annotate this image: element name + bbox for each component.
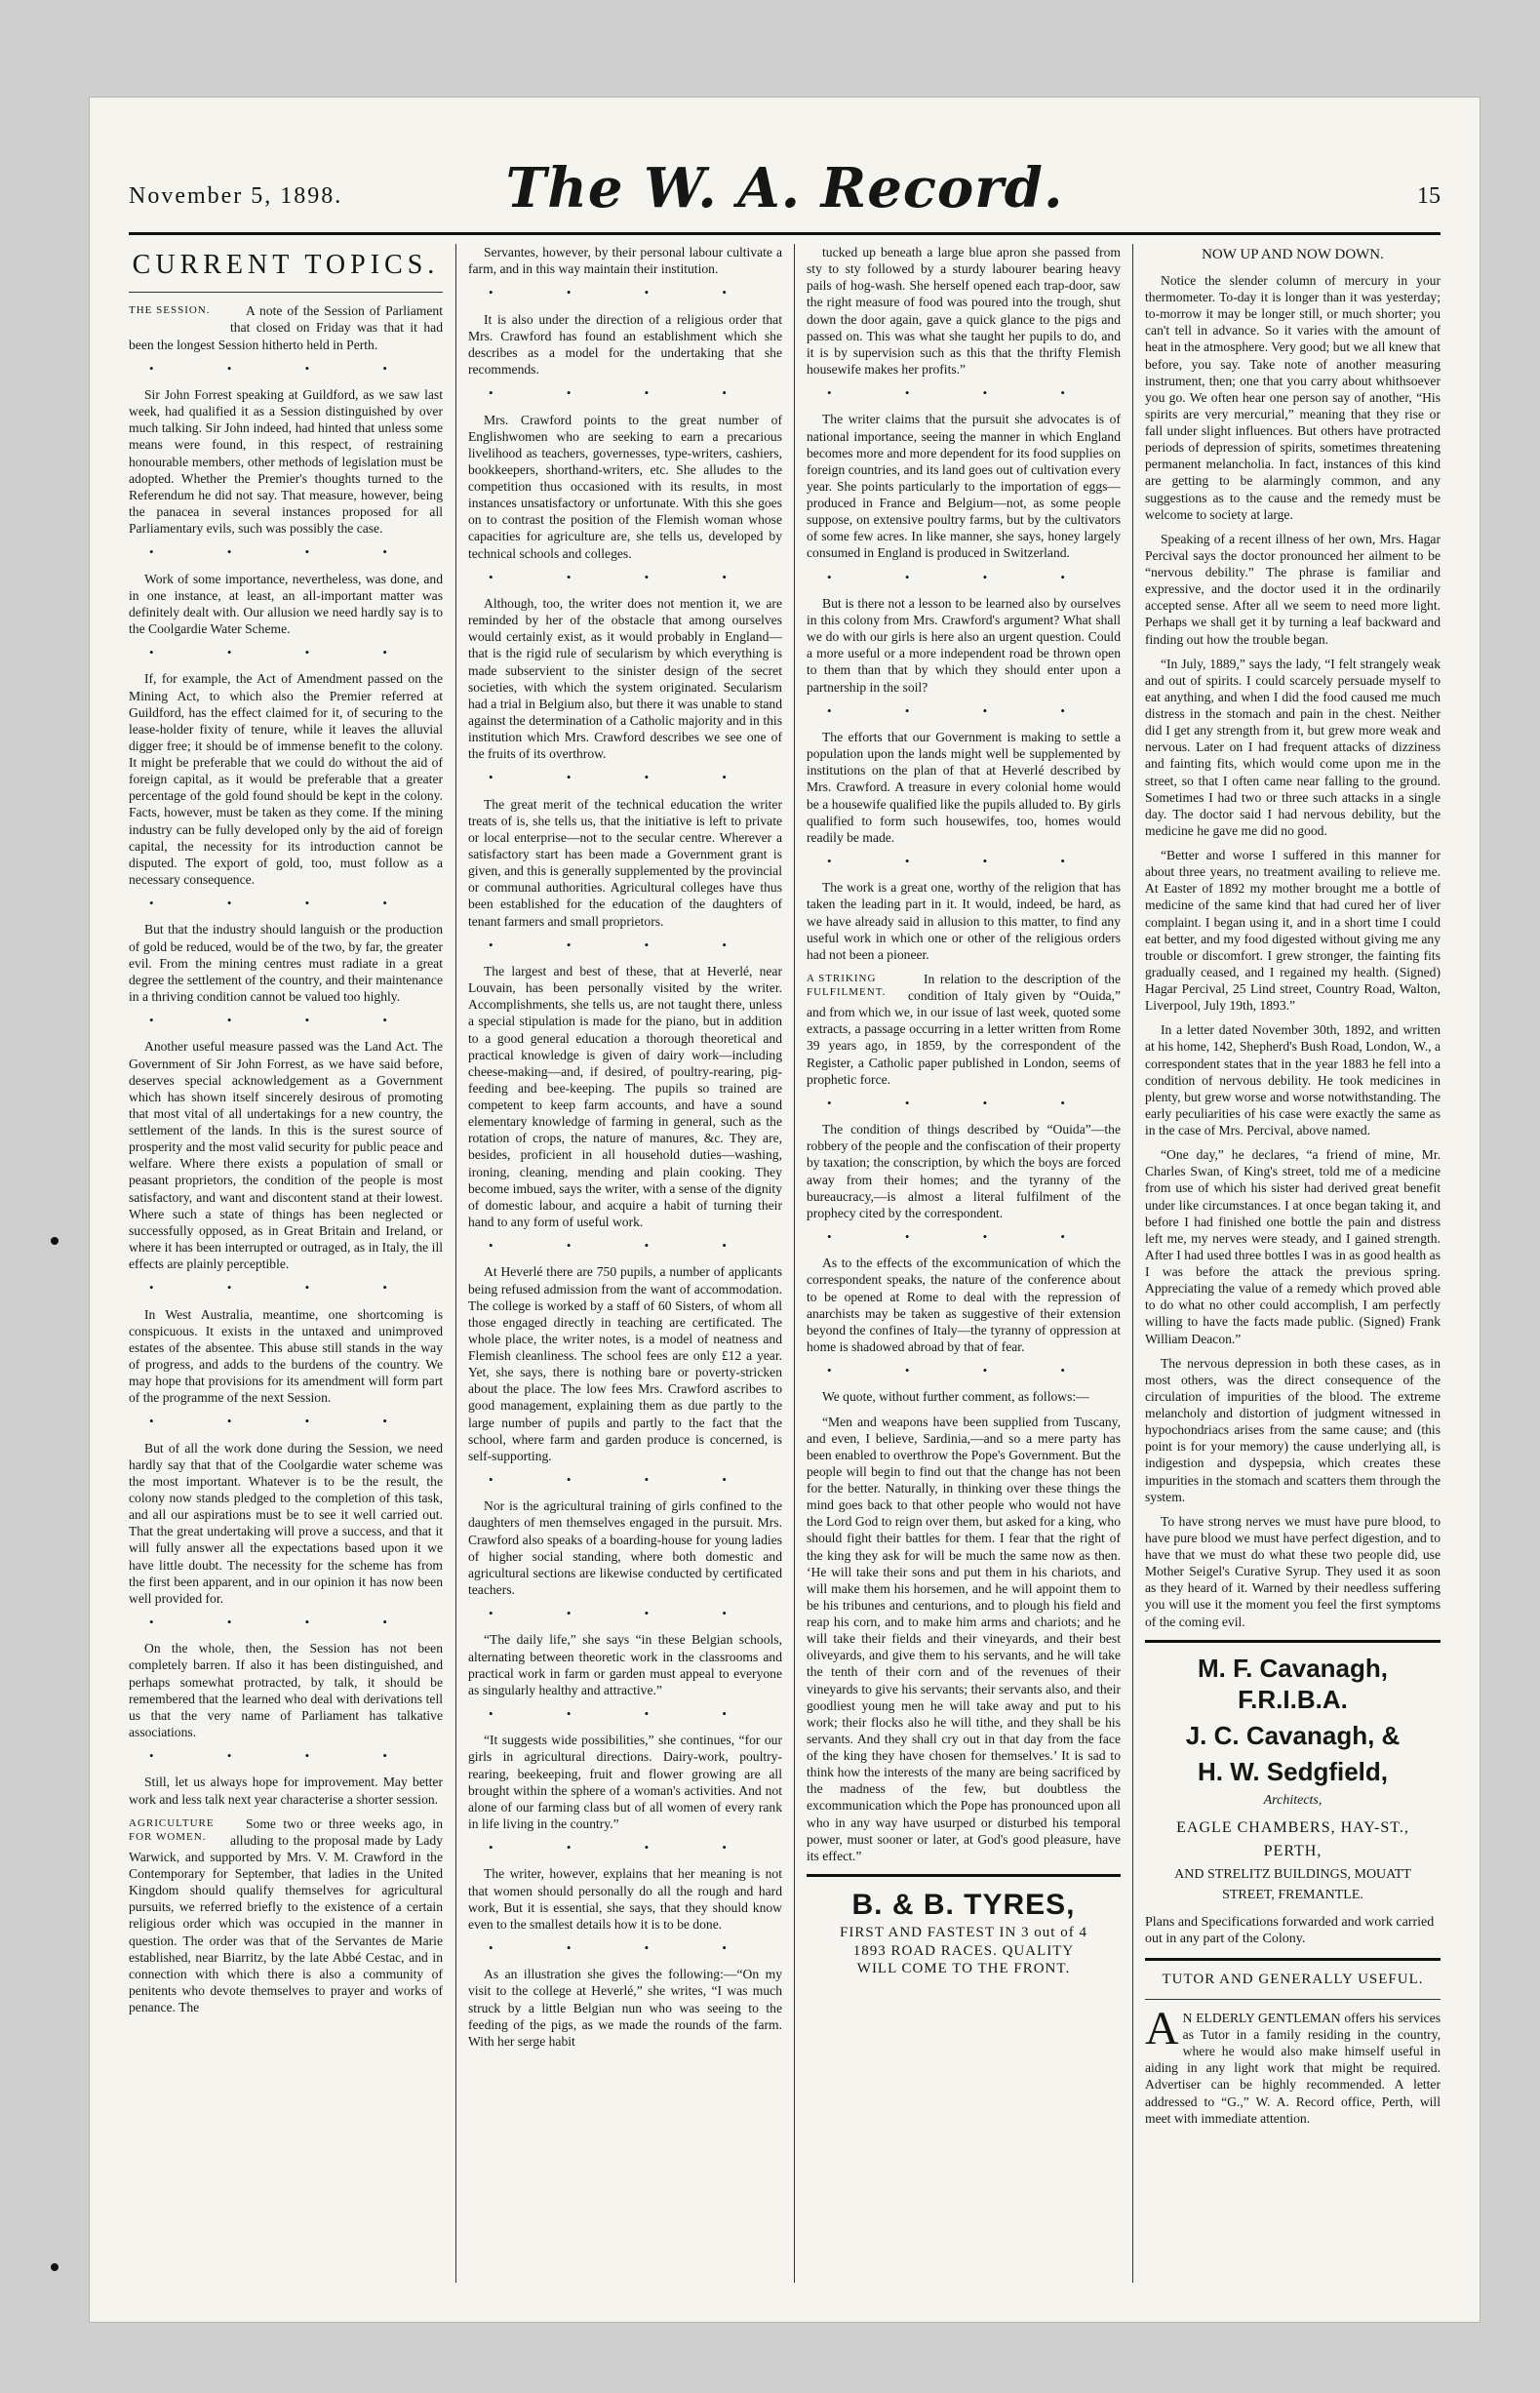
article-title: NOW UP AND NOW DOWN.: [1202, 247, 1384, 262]
paragraph: We quote, without further comment, as follows:—: [822, 1389, 1089, 1405]
paragraph: “One day,” he declares, “a friend of mine, Mr. Charles Swan, of King's street, told me of a medicine from use of which his sister had derived great benefit under like circumstances. I at once began taking it, and before I had finished one bottle the pain and distress left me, my nerves were steady, and I gained strength. After I had used three bottles I was in as good health as I was before the attack the previous spring. Appreciating the value of a remedy which proved able to do what no other could accomplish, I am perfectly willing to have the facts made public. (Signed) Frank William Deacon.”: [1145, 1147, 1441, 1346]
separator: • • • •: [149, 645, 422, 660]
paragraph: The nervous depression in both these cases, as in most others, was the direct consequence of the circulation of impurities of the blood. The extreme melancholy and distortion of judgment witnessed in hypochondriacs arises from the same cause; and (this point is for your memory) the cause underlying all, is indigestion and dyspepsia, which creates these impurities in the stomach and scatters them through the system.: [1145, 1355, 1441, 1504]
masthead-title: The W. A. Record.: [505, 156, 1064, 220]
ad-rule: [1145, 1958, 1441, 1961]
paragraph: Mrs. Crawford points to the great number of Englishwomen who are seeking to earn a precarious livelihood as teachers, governesses, type-writers, cashiers, bookkeepers, shorthand-writers, etc. She alludes to the competition thus occasioned with its results, in most instances unsatisfactory or unfortunate. With this she goes on to contrast the position of the Flemish woman whose capacities for agriculture are, she tells us, developed by technical schools and colleges.: [468, 412, 782, 561]
architects-advertisement: [1145, 1653, 1441, 1948]
tyres-line: 1893 ROAD RACES. QUALITY: [852, 1942, 1075, 1959]
paragraph: Although, too, the writer does not mention it, we are reminded by her of the obstacle that among ourselves would certainly exist, as it would probably in England—that is the rigid rule of secularism by which everything is made subservient to the sinister design of the secret societies, with which the system originated. Secularism had a trial in Belgium also, but there it was unable to stand against the determination of a Catholic majority and in this institution which Mrs. Crawford describes we see one of the fruits of its overthrow.: [468, 596, 782, 762]
separator: • • • •: [489, 385, 762, 401]
page-header: [129, 156, 1441, 234]
ad-rule: [1145, 1640, 1441, 1643]
tutor-advertisement: [1145, 2002, 1441, 2127]
separator: • • • •: [149, 1013, 422, 1028]
tyres-line: FIRST AND FASTEST IN 3 out of 4: [840, 1924, 1087, 1940]
paragraph: The condition of things described by “Ouida”—the robbery of the people and the confiscation of their property by taxation; the conscription, by which the boys are forced away from their homes; and the tyranny of the bureaucracy,—is almost a literal fulfilment of the prophecy cited by the correspondent.: [807, 1122, 1121, 1220]
paragraph: “Better and worse I suffered in this manner for about three years, no treatment availing to relieve me. At Easter of 1892 my mother brought me a bottle of medicine of the same kind that had cured her of liver complaint. I began using it, and in a short time I could eat better, and my food digested without giving me any trouble or discomfort. I grew stronger, the fainting fits gradually ceased, and I regained my health. (Signed) Hagar Percival, 25 Lind street, Country Road, Walton, Liverpool, July 19th, 1893.”: [1145, 848, 1441, 1014]
paragraph: But is there not a lesson to be learned also by ourselves in this colony from Mrs. Crawford's argument? What shall we do with our girls is here also an urgent question. Could a more useful or a more independent road be thrown open to them than that by which they should enter upon a partnership in the soil?: [807, 595, 1121, 695]
separator: • • • •: [827, 1095, 1100, 1110]
issue-date: November 5, 1898.: [129, 183, 343, 209]
paragraph: Work of some importance, nevertheless, was done, and in one instance, at least, an all-important matter was definitely dealt with. Our allusion we need hardly say is to the Coolgardie Water Scheme.: [129, 571, 443, 636]
paragraph: “It suggests wide possibilities,” she continues, “for our girls in agricultural directions. Dairy-work, poultry-rearing, beekeeping, fruit and flower growing are all brought within the sphere of a woman's activities. And not alone of our farming class but of all women of every rank in life living in the country.”: [468, 1733, 782, 1831]
paragraph: tucked up beneath a large blue apron she passed from sty to sty followed by a sturdy labourer bearing heavy pails of hog-wash. She herself opened each trap-door, saw the right measure of food was poured into the trough, shut down the door again, gave a quick glance to the pigs and passed on. This was what she taught her pupils to do, and it is by supervision such as this that the thrifty Flemish housewife makes her profits.”: [807, 245, 1121, 377]
ad-note: Plans and Specifications forwarded and work carried out in any part of the Colony.: [1145, 1914, 1435, 1947]
scan-mark: [51, 1237, 59, 1245]
paragraph: Nor is the agricultural training of girls confined to the daughters of men themselves engaged in the pursuit. Mrs. Crawford also speaks of a boarding-house for young ladies of higher social standing, where both domestic and agricultural sections are likewise conducted by certificated teachers.: [468, 1498, 782, 1597]
separator: • • • •: [489, 1606, 762, 1620]
paragraph: As an illustration she gives the following:—“On my visit to the college at Heverlé,” she writes, “I was much struck by a little Belgian nun who was seeing to the feeding of the pigs, as we made the rounds of the farm. With her serge habit: [468, 1967, 782, 2049]
separator: • • • •: [489, 569, 762, 584]
paragraph: Some two or three weeks ago, in alluding to the proposal made by Lady Warwick, and supported by Mrs. V. M. Crawford in the Contemporary for September, that ladies in the United Kingdom should qualify themselves for agricultural pursuits, we referred briefly to the existence of a certain religious order which was occupied in the manner in question. The order was that of the Servantes de Marie established, near Biarritz, by the late Abbé Cestac, and in connection with which there is also a community of penitents who devote themselves to prayer and works of penance. The: [129, 1815, 443, 2015]
ad-rule: [1145, 1999, 1441, 2000]
page-number: 15: [1417, 183, 1441, 209]
paragraph: Servantes, however, by their personal labour cultivate a farm, and in this way maintain their institution.: [468, 245, 782, 277]
separator: • • • •: [489, 1238, 762, 1253]
separator: • • • •: [489, 937, 762, 952]
separator: • • • •: [827, 702, 1100, 718]
sidenote-striking-fulfilment: A STRIKING FULFILMENT.: [807, 972, 887, 998]
separator: • • • •: [149, 544, 422, 560]
architect-role: Architects,: [1263, 1792, 1323, 1808]
separator: • • • •: [489, 770, 762, 785]
paragraph: But that the industry should languish or the production of gold be reduced, would be of the two, by far, the greater evil. From the mining centres must radiate in a great degree the settlement of the country, and their maintenance in a thriving condition cannot be valued too highly.: [129, 922, 443, 1004]
separator: • • • •: [827, 569, 1100, 584]
separator: • • • •: [489, 1840, 762, 1855]
column-divider: [1132, 244, 1133, 2283]
paragraph: The great merit of the technical education the writer treats of is, she tells us, that the initiative is left to private or local enterprise—not to the secular centre. Wherever a satisfactory start has been made a Government grant is given, and this is generally supplemented by the provincial or communal authorities. Agricultural colleges have thus been established for the education of the daughters of tenant farmers and small proprietors.: [468, 796, 782, 929]
paragraph: The writer, however, explains that her meaning is not that women should personally do all the rough and hard work, But it is essential, she says, that they should know even to the smallest details how it is to be done.: [468, 1866, 782, 1932]
separator: • • • •: [489, 285, 762, 300]
paragraph: The efforts that our Government is making to settle a population upon the lands might well be supplemented by institutions on the plan of that at Heverlé described by Mrs. Crawford. A treasure in every colonial home would be a housewife qualified like the pupils alluded to. By girls qualified to form such housewifes, too, homes would readily be made.: [807, 730, 1121, 845]
separator: • • • •: [489, 1471, 762, 1487]
paragraph: On the whole, then, the Session has not been completely barren. If also it has been distinguished, and perhaps somewhat protracted, by talk, it should be remembered that the learned who deal with derivations tell us that the very name of Parliament has talkative associations.: [129, 1641, 443, 1739]
paragraph: The largest and best of these, that at Heverlé, near Louvain, has been personally visited by the writer. Accomplishments, she tells us, are not taught there, unless a special stipulation is made for the piano, but in addition to a good general education a thorough theoretical and practical knowledge is given of dairy work—including cheese-making—and, if desired, of poultry-rearing, pig-feeding and bee-keeping. The pupils so trained are competent to keep farm accounts, and have a sound elementary knowledge of farming in general, such as the rotation of crops, the nature of manures, &c. They are, besides, proficient in all household duties—washing, ironing, cleaning, mending and plain cooking. They become imbued, says the writer, with a sense of the dignity of domestic labour, and acquire a habit of turning their hand to any form of useful work.: [468, 964, 782, 1229]
tutor-title: TUTOR AND GENERALLY USEFUL.: [1162, 1972, 1424, 1988]
separator: • • • •: [827, 385, 1100, 400]
column-divider: [794, 244, 795, 2283]
address-line: AND STRELITZ BUILDINGS, MOUATT: [1174, 1866, 1411, 1882]
paragraph: The work is a great one, worthy of the religion that has taken the leading part in it. It would, indeed, be hard, as we have already said in allusion to this matter, to find any useful work in which one or other of the religious orders had not been a pioneer.: [807, 880, 1121, 962]
current-topics-title: CURRENT TOPICS.: [132, 250, 440, 280]
paragraph: To have strong nerves we must have pure blood, to have pure blood we must have perfect digestion, and to have that we must do what these two people did, use Mother Seigel's Curative Syrup. They used it as soon as they heard of it. Warned by their needless suffering you will use it the moment you feel the first symptoms of the coming evil.: [1145, 1513, 1441, 1629]
paragraph: Speaking of a recent illness of her own, Mrs. Hagar Percival says the doctor pronounced her ailment to be “nervous debility.” The phrase is familiar and expressive, and the doctor used it in the ordinarily accepted sense. After all we seem to need more light. Perhaps we shall get it by turning a leaf backward and finding out how the trouble began.: [1145, 531, 1441, 647]
ad-rule: [807, 1874, 1121, 1877]
newspaper-page: [90, 98, 1480, 2322]
paragraph: If, for example, the Act of Amendment passed on the Mining Act, to which also the Premier referred at Guildford, has the effect claimed for it, of securing to the lease-holder fixity of tenure, while it leaves the alluvial digger free; it should be of immense benefit to the colony. It might be preferable that we could do without the aid of foreign capital, as it would be preferable that a greater percentage of the gold found should be kept in the colony. Facts, however, must be taken as they come. If the mining industry can be fully developed only by the aid of foreign capital, the necessity for its introduction cannot be disputed. The export of gold, too, must follow as a necessary consequence.: [129, 671, 443, 887]
paragraph: “Men and weapons have been supplied from Tuscany, and even, I believe, Sardinia,—and so a mere party has been enabled to overthrow the Pope's Government. But the people will begin to find out that the change has not been for the better. Naturally, in thinking over these things the mind goes back to that other people who would not have the Lord God to reign over them, but asked for a king, who should fight their battles for them. I fear that the right of the king they ask for will be much the same now as then. ‘He will take their sons and put them in his chariots, and will make them his horsemen, and he will appoint them to be his tribunes and centurions, and to plough his field and reap his corn, and to make him arms and chariots; and he will take their fields and their vineyards, and their best oliveyards, and give them to his servants, and he will take the tenth of their corn and of the revenues of their vineyards to give his servants; their servants also, and their goodliest young men he will take away and put to his work; their flocks also he will tithe, and they shall be his servants. And they shall cry out in that day from the face of the king they have chosen for themselves.’ It is sad to think how the interests of the many are being sacrificed by the madness of the few, but doubtless the excommunication which the Pope has pronounced upon all who in any way have usurped or disturbed his temporal power, must sooner or later, at God's good pleasure, have its effect.”: [807, 1414, 1121, 1863]
sidenote-session: THE SESSION.: [129, 304, 211, 317]
column-divider: [455, 244, 456, 2283]
paragraph: “The daily life,” she says “in these Belgian schools, alternating between theoretic work in the classrooms and practical work in farm or garden must appeal to everyone as singularly healthy and attractive.”: [468, 1632, 782, 1697]
paragraph: The writer claims that the pursuit she advocates is of national importance, seeing the manner in which England becomes more and more dependent for its food supplies on foreign countries, and its land goes out of cultivation every year. She points particularly to the importation of eggs—produced in France and Belgium—not, as some people suppose, on extensive poultry farms, but by the cultivators of some few acres. In like manner, she says, honey largely consumed in England is produced in Switzerland.: [807, 412, 1121, 561]
paragraph: “In July, 1889,” says the lady, “I felt strangely weak and out of spirits. I could scarcely persuade myself to eat anything, and when I did the food caused me much distress in the stomach and pain in the chest. Neither did I get any strength from it, but grew more weak and nervous. Later on I had frequent attacks of dizziness and fainting fits, which would come upon me in the street, so that I often came near falling to the ground. Sometimes I had two or three such attacks in a single day. The doctor said I had nervous debility, but the medicine he gave me did no good.: [1145, 656, 1441, 838]
paragraph: Another useful measure passed was the Land Act. The Government of Sir John Forrest, as we have said before, deserves special acknowledgement as a Government which has shown itself sincerely desirous of promoting that most vital of all undertakings for a new country, the settlement of the lands. In this is the surest source of prosperity and the most valid security for public peace and welfare. Where there exists a population of small or peasant proprietors, the condition of the people is most satisfactory, and want and discontent stand at their lowest. Where such a state of things has been neglected or successfully opposed, as in Great Britain and Ireland, or where it has been interrupted or outraged, as in Italy, the ill effects are plainly perceptible.: [129, 1039, 443, 1272]
separator: • • • •: [827, 853, 1100, 868]
column-3: [807, 244, 1121, 2283]
separator: • • • •: [149, 896, 422, 911]
paragraph: As to the effects of the excommunication of which the correspondent speaks, the nature of the conference about to be opened at Rome to deal with the repression of anarchists may be taken as suggestive of their extension beyond the confines of Italy—the tyranny of oppression at home is shadowed abroad by that of fear.: [807, 1256, 1121, 1354]
paragraph: It is also under the direction of a religious order that Mrs. Crawford has found an establishment which she describes as a model for the undertaking that she recommends.: [468, 311, 782, 377]
separator: • • • •: [489, 1705, 762, 1721]
separator: • • • •: [149, 1280, 422, 1296]
paragraph: Still, let us always hope for improvement. May better work and less talk next year characterise a shorter session.: [129, 1775, 443, 1807]
paragraph: But of all the work done during the Session, we need hardly say that that of the Coolgardie water scheme was the most important. Whatever is to be the result, the colony now stands pledged to the completion of this task, and all our aspirations must be to see it well carried out. That the great undertaking will prove a success, and that it will fully answer all the expectations based upon it we have little doubt. The necessity for the scheme has from the first been apparent, and in our opinion it has now been well provided for.: [129, 1440, 443, 1606]
separator: • • • •: [827, 1363, 1100, 1377]
separator: • • • •: [149, 1748, 422, 1764]
address-line: PERTH,: [1263, 1843, 1323, 1860]
separator: • • • •: [149, 360, 422, 376]
separator: • • • •: [149, 1614, 422, 1629]
header-rule: [129, 232, 1441, 235]
paragraph: Sir John Forrest speaking at Guildford, as we saw last week, had qualified it as a Session distinguished by over much talking. Sir John indeed, had hinted that unless some means were found, in this respect, of restraining honourable members, other methods of legislation must be adopted. Whether the Premier's thoughts turned to the Referendum he did not say. That measure, however, being the panacea in several instances proposed for all Parliamentary evils, such was possibly the case.: [129, 387, 443, 537]
title-rule: [129, 292, 443, 293]
scan-mark: [51, 2263, 59, 2271]
tutor-text: N ELDERLY GENTLEMAN offers his services as Tutor in a family residing in the country, where he would also make himself useful in aiding in any light work that might be required. Advertiser can be highly recommended. A letter addressed to “G.,” W. A. Record office, Perth, will meet with immediate attention.: [1145, 2010, 1441, 2126]
paragraph: In West Australia, meantime, one shortcoming is conspicuous. It exists in the untaxed and unimproved estates of the absentee. This abuse still stands in the way of progress, and adds to the burdens of the country. We may hope that provisions for its amendment will form part of the programme of the next Session.: [129, 1306, 443, 1406]
drop-cap: A: [1145, 2002, 1179, 2054]
paragraph: Notice the slender column of mercury in your thermometer. To-day it is longer than it was yesterday; to-morrow it may be longer still, or much shorter; you can't tell in advance. So it varies with the amount of heat in the atmosphere. Very good; but we all knew that before, you say. Take note of another measuring instrument, then; one that you carry about whithsoever you go. We often hear one person say of another, “His spirits are very mercurial,” meaning that they rise or fall under slight influences. But others have protracted periods of depression of spirits, sometimes threatening permanent melancholia. In fact, instances of this kind are getting to be alarmingly common, and any suggestions as to the cause and the remedy must be welcome to society at large.: [1145, 272, 1441, 522]
address-line: EAGLE CHAMBERS, HAY-ST.,: [1176, 1819, 1409, 1837]
column-2: [468, 244, 782, 2283]
separator: • • • •: [827, 1228, 1100, 1244]
paragraph: A note of the Session of Parliament that closed on Friday was that it had been the longest Session hitherto held in Perth.: [129, 303, 443, 352]
architect-name: H. W. Sedgfield,: [1197, 1756, 1388, 1786]
architect-name: J. C. Cavanagh, &: [1185, 1721, 1401, 1751]
paragraph: In relation to the description of the condition of Italy given by “Ouida,” and from which we, in our issue of last week, quoted some extracts, a passage occurring in a letter written from Rome 39 years ago, in 1859, by the correspondent of the Register, a Catholic paper published in London, seems of prophetic force.: [807, 971, 1121, 1087]
sidenote-agriculture: AGRICULTURE FOR WOMEN.: [129, 1816, 215, 1843]
paragraph: In a letter dated November 30th, 1892, and written at his home, 142, Shepherd's Bush Road, London, W., a correspondent states that in the year 1883 he fell into a condition of nervous debility. He took medicines in plenty, but grew worse and worse notwithstanding. The early peculiarities of his case were exactly the same as in the case of Mrs. Percival, above named.: [1145, 1022, 1441, 1138]
tyres-line: WILL COME TO THE FRONT.: [856, 1961, 1071, 1977]
architect-name: M. F. Cavanagh, F.R.I.B.A.: [1197, 1653, 1389, 1715]
separator: • • • •: [149, 1414, 422, 1429]
column-4: [1145, 244, 1441, 2283]
separator: • • • •: [489, 1939, 762, 1955]
tyres-name: B. & B. TYRES,: [851, 1888, 1076, 1921]
paragraph: At Heverlé there are 750 pupils, a number of applicants being refused admission from the want of accommodation. The college is worked by a staff of 60 Sisters, of whom all those engaged directly in teaching are certificated. The whole place, the writer notes, is a model of neatness and Flemish cleanliness. The school fees are only £12 a year. Yet, she says, there is nothing bare or poverty-stricken about the place. The low fees Mrs. Crawford ascribes to good management, explaining them as due partly to the large number of pupils and partly to the fact that the school, where farm and garden produce is concerned, is self-supporting.: [468, 1264, 782, 1463]
address-line: STREET, FREMANTLE.: [1222, 1888, 1363, 1903]
tyres-advertisement: [807, 1887, 1121, 1978]
column-1: [129, 244, 443, 2283]
